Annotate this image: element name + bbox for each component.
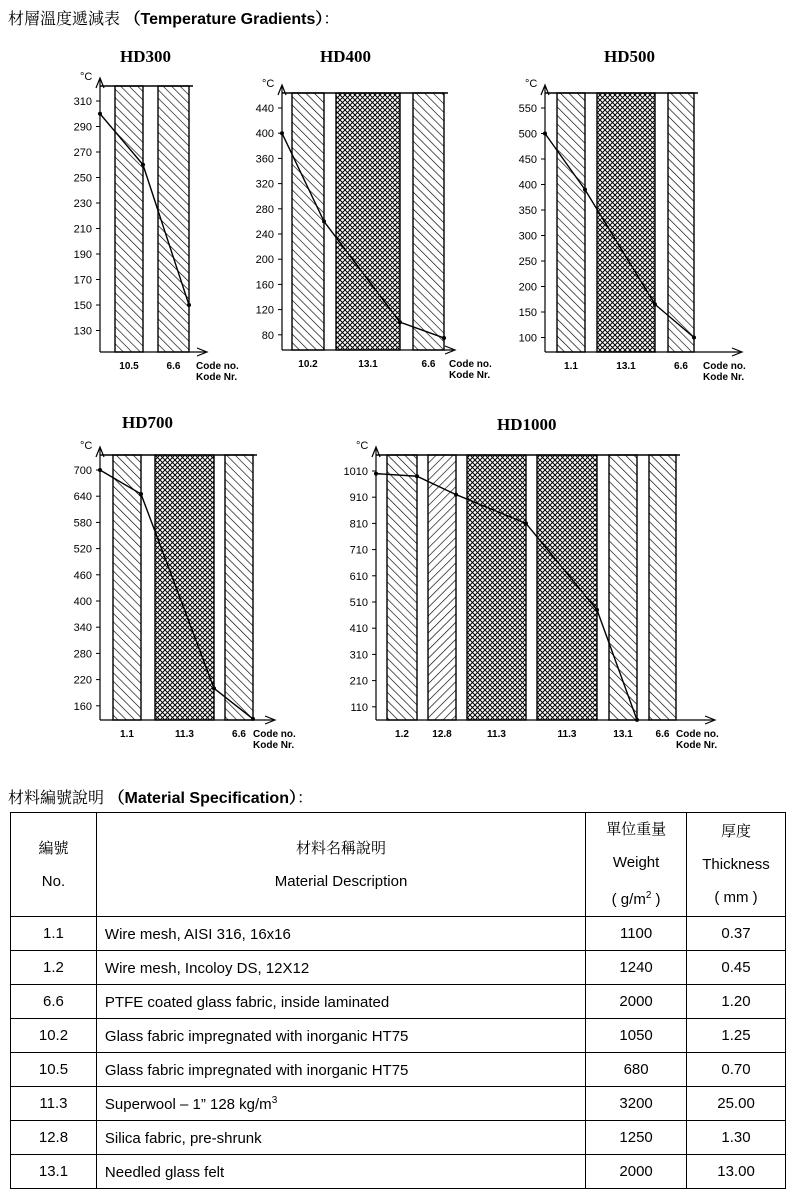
cell-desc-text: PTFE coated glass fabric, inside laminated [104, 993, 390, 1011]
cell-weight-text: 1050 [619, 1027, 653, 1044]
cell-desc-text: Silica fabric, pre-shrunk [104, 1129, 262, 1147]
cell-desc [96, 985, 585, 1019]
cell-no [11, 1121, 97, 1155]
gradient-point [141, 163, 145, 167]
y-tick-label: 460 [73, 569, 92, 582]
cell-weight [586, 1053, 687, 1087]
header-thickness [687, 813, 786, 917]
layer-code-label: 13.1 [358, 359, 378, 370]
gradient-point [442, 336, 446, 340]
y-tick-label: 250 [73, 172, 92, 185]
table-row [11, 1121, 786, 1155]
kode-nr-label: Kode Nr. [253, 740, 295, 751]
table-row [11, 1053, 786, 1087]
header-thickness-zh: 厚度 [721, 823, 752, 840]
cell-desc-text: Wire mesh, Incoloy DS, 12X12 [104, 959, 310, 977]
y-tick-label: 810 [349, 518, 368, 531]
cell-desc [96, 1053, 585, 1087]
y-tick-label: 440 [255, 103, 274, 115]
layer-code-label: 11.3 [175, 729, 194, 740]
cell-thickness-text: 0.45 [721, 959, 751, 976]
y-tick-label: 160 [73, 700, 92, 713]
layer-code-label: 6.6 [232, 729, 246, 740]
cell-weight-text: 1250 [619, 1129, 653, 1146]
y-tick-label: 710 [349, 544, 368, 557]
y-tick-label: 130 [73, 325, 92, 338]
gradient-point [524, 521, 528, 525]
material-layer [387, 455, 417, 720]
material-layer [113, 455, 141, 720]
table-header-row [11, 813, 786, 917]
table-row [11, 1019, 786, 1053]
y-tick-label: 450 [518, 154, 537, 166]
table-row [11, 917, 786, 951]
header-weight-unit [586, 879, 686, 916]
material-layer [413, 93, 444, 350]
cell-thickness [687, 1087, 786, 1121]
unit-label: °C [262, 78, 275, 90]
gradient-point [635, 718, 639, 722]
y-tick-label: 240 [255, 229, 274, 241]
gradient-point [692, 336, 696, 340]
code-no-label: Code no. [703, 361, 746, 372]
header-desc-zh: 材料名稱說明 [296, 839, 387, 857]
code-no-label: Code no. [676, 729, 719, 740]
cell-weight [586, 1019, 687, 1053]
layer-code-label: 1.1 [564, 361, 578, 372]
gradient-point [543, 132, 547, 136]
cell-desc [96, 1019, 585, 1053]
table-row [11, 985, 786, 1019]
cell-thickness [687, 1155, 786, 1189]
gradient-point [212, 686, 216, 690]
y-tick-label: 310 [349, 649, 368, 662]
chart-title: HD400 [320, 47, 371, 66]
gradient-point [454, 493, 458, 497]
layer-code-label: 6.6 [674, 361, 688, 372]
y-tick-label: 910 [349, 492, 368, 505]
y-tick-label: 310 [73, 96, 92, 108]
gradient-point [187, 303, 191, 307]
gradient-point [98, 468, 102, 472]
gradient-point [653, 302, 657, 306]
cell-desc [96, 917, 585, 951]
material-layer [115, 86, 143, 352]
y-tick-label: 640 [73, 491, 92, 504]
material-layer [557, 93, 585, 352]
material-layer [649, 455, 676, 720]
gradient-point [583, 188, 587, 192]
cell-no-text: 10.5 [38, 1061, 69, 1078]
gradients-heading-zh: 材層溫度遞減表 [8, 11, 121, 28]
cell-thickness-text: 0.37 [721, 925, 751, 942]
cell-no [11, 951, 97, 985]
y-tick-label: 210 [349, 675, 368, 688]
cell-no-text: 12.8 [38, 1129, 69, 1146]
header-weight-zh: 單位重量 [606, 821, 667, 838]
gradient-point [322, 219, 326, 223]
y-tick-label: 110 [350, 701, 368, 714]
weight-unit-end: ) [651, 891, 661, 908]
y-tick-label: 500 [518, 128, 537, 141]
kode-nr-label: Kode Nr. [449, 370, 491, 381]
cell-weight-text: 2000 [619, 1163, 653, 1180]
y-tick-label: 190 [73, 249, 92, 261]
material-layer [225, 455, 253, 720]
header-no-zh: 編號 [38, 839, 69, 857]
gradient-point [139, 492, 143, 496]
cell-thickness [687, 917, 786, 951]
y-tick-label: 340 [73, 622, 92, 635]
material-spec-table [10, 812, 786, 1189]
cell-weight [586, 1155, 687, 1189]
header-no [11, 813, 97, 917]
y-tick-label: 320 [255, 178, 274, 191]
y-tick-label: 510 [349, 597, 368, 609]
y-tick-label: 100 [518, 332, 537, 345]
table-row [11, 1087, 786, 1121]
header-weight [586, 813, 687, 917]
cell-thickness [687, 1053, 786, 1087]
layer-code-label: 11.3 [557, 729, 577, 740]
y-tick-label: 1010 [343, 466, 368, 478]
y-tick-label: 230 [73, 198, 92, 210]
header-thickness-unit: ( mm ) [714, 889, 758, 906]
layer-code-label: 10.2 [298, 359, 318, 370]
code-no-label: Code no. [253, 729, 296, 740]
material-layer [467, 455, 526, 720]
layer-code-label: 13.1 [613, 729, 633, 740]
cell-thickness-text: 0.70 [721, 1061, 751, 1078]
gradient-point [251, 717, 255, 721]
y-tick-label: 400 [518, 179, 537, 192]
cell-no [11, 1019, 97, 1053]
cell-no [11, 985, 97, 1019]
unit-label: °C [525, 78, 538, 90]
y-tick-label: 210 [73, 223, 92, 236]
weight-unit-text: ( g/m [611, 891, 646, 908]
y-tick-label: 200 [255, 254, 274, 267]
y-tick-label: 80 [261, 329, 274, 342]
cell-desc-text: Wire mesh, AISI 316, 16x16 [104, 925, 291, 943]
layer-code-label: 12.8 [432, 729, 452, 740]
cell-desc [96, 1155, 585, 1189]
chart-title: HD700 [122, 413, 173, 432]
spec-heading: 材料編號說明 （Material Specification）： [8, 790, 314, 807]
material-layer [668, 93, 694, 352]
gradients-heading: 材層溫度遞減表 （Temperature Gradients）： [8, 11, 340, 28]
y-tick-label: 220 [73, 674, 92, 687]
cell-weight-text: 3200 [619, 1095, 653, 1112]
cell-thickness [687, 1121, 786, 1155]
y-tick-label: 120 [255, 304, 274, 317]
chart-title: HD1000 [497, 415, 557, 434]
y-tick-label: 520 [73, 543, 92, 556]
kode-nr-label: Kode Nr. [703, 372, 745, 383]
cell-thickness-text: 1.30 [721, 1129, 751, 1146]
layer-code-label: 6.6 [166, 361, 181, 372]
gradient-point [595, 608, 599, 612]
gradient-point [98, 112, 102, 116]
layer-code-label: 11.3 [487, 729, 506, 740]
cell-no-text: 13.1 [38, 1163, 69, 1180]
cell-desc [96, 951, 585, 985]
cell-thickness-text: 13.00 [717, 1163, 755, 1180]
material-layer [336, 93, 400, 350]
cell-desc [96, 1087, 585, 1121]
cell-desc-text: Glass fabric impregnated with inorganic HT75 [104, 1027, 409, 1045]
cell-thickness [687, 951, 786, 985]
y-tick-label: 700 [73, 465, 92, 477]
cell-no-text: 10.2 [38, 1027, 69, 1044]
cell-no-text: 1.2 [43, 959, 64, 976]
header-no-en: No. [41, 872, 66, 890]
cell-no-text: 1.1 [43, 925, 64, 942]
y-tick-label: 580 [73, 517, 92, 530]
cell-desc-text: Glass fabric impregnated with inorganic HT75 [104, 1061, 409, 1079]
unit-label: °C [356, 440, 369, 452]
code-no-label: Code no. [196, 361, 239, 372]
cell-weight-text: 680 [623, 1061, 649, 1078]
cell-weight-text: 1100 [619, 925, 653, 942]
cell-weight [586, 917, 687, 951]
cell-no [11, 1155, 97, 1189]
y-tick-label: 160 [255, 279, 274, 292]
cell-desc-text: Superwool – 1” 128 kg/m [104, 1095, 272, 1113]
y-tick-label: 200 [518, 281, 537, 294]
spec-heading-en: Material Specification [124, 790, 289, 807]
cell-thickness-text: 25.00 [717, 1095, 755, 1112]
layer-code-label: 10.5 [119, 361, 139, 372]
weight-unit-sup: 2 [645, 890, 652, 901]
cell-no [11, 917, 97, 951]
chart-title: HD300 [120, 47, 171, 66]
cell-weight [586, 985, 687, 1019]
cell-thickness-text: 1.20 [721, 993, 751, 1010]
cell-desc-sup: 3 [271, 1094, 278, 1106]
gradient-point [374, 472, 378, 476]
y-tick-label: 150 [73, 300, 92, 312]
cell-thickness [687, 985, 786, 1019]
material-layer [428, 455, 456, 720]
cell-weight [586, 1087, 687, 1121]
y-tick-label: 290 [73, 121, 92, 134]
layer-code-label: 1.1 [120, 729, 134, 740]
cell-desc [96, 1121, 585, 1155]
cell-thickness [687, 1019, 786, 1053]
material-layer [155, 455, 214, 720]
cell-desc-text: Needled glass felt [104, 1163, 225, 1181]
header-weight-en: Weight [612, 854, 660, 871]
table-row [11, 1155, 786, 1189]
cell-weight-text: 1240 [619, 959, 653, 976]
y-tick-label: 400 [73, 596, 92, 608]
layer-code-label: 6.6 [655, 729, 670, 740]
chart-title: HD500 [604, 47, 655, 66]
spec-heading-zh: 材料編號說明 [8, 790, 105, 807]
unit-label: °C [80, 71, 93, 83]
cell-no-text: 11.3 [39, 1095, 68, 1112]
y-tick-label: 280 [255, 203, 274, 216]
y-tick-label: 550 [518, 103, 537, 115]
y-tick-label: 410 [349, 623, 368, 636]
y-tick-label: 150 [518, 307, 537, 319]
cell-thickness-text: 1.25 [721, 1027, 751, 1044]
y-tick-label: 280 [73, 648, 92, 661]
cell-no [11, 1053, 97, 1087]
y-tick-label: 400 [255, 128, 274, 141]
material-layer [537, 455, 597, 720]
header-desc [96, 813, 585, 917]
gradients-heading-en: Temperature Gradients [140, 11, 316, 28]
cell-no-text: 6.6 [43, 993, 64, 1010]
layer-code-label: 1.2 [395, 729, 409, 740]
y-tick-label: 270 [73, 147, 92, 159]
kode-nr-label: Kode Nr. [676, 740, 718, 751]
cell-weight-text: 2000 [619, 993, 653, 1010]
y-tick-label: 350 [518, 205, 537, 217]
layer-code-label: 13.1 [616, 361, 636, 372]
y-tick-label: 170 [73, 274, 92, 287]
layer-code-label: 6.6 [421, 359, 436, 370]
y-tick-label: 360 [255, 153, 274, 166]
cell-no [11, 1087, 97, 1121]
table-row [11, 951, 786, 985]
material-layer [292, 93, 324, 350]
cell-weight [586, 1121, 687, 1155]
header-desc-en: Material Description [274, 872, 408, 890]
unit-label: °C [80, 440, 93, 452]
y-tick-label: 250 [518, 256, 537, 268]
code-no-label: Code no. [449, 359, 492, 370]
kode-nr-label: Kode Nr. [196, 372, 238, 383]
header-thickness-en: Thickness [702, 856, 770, 873]
gradient-point [280, 131, 284, 135]
y-tick-label: 610 [349, 570, 368, 583]
y-tick-label: 300 [518, 230, 537, 243]
gradient-point [398, 320, 402, 324]
cell-weight [586, 951, 687, 985]
gradient-point [415, 474, 419, 478]
material-layer [158, 86, 189, 352]
